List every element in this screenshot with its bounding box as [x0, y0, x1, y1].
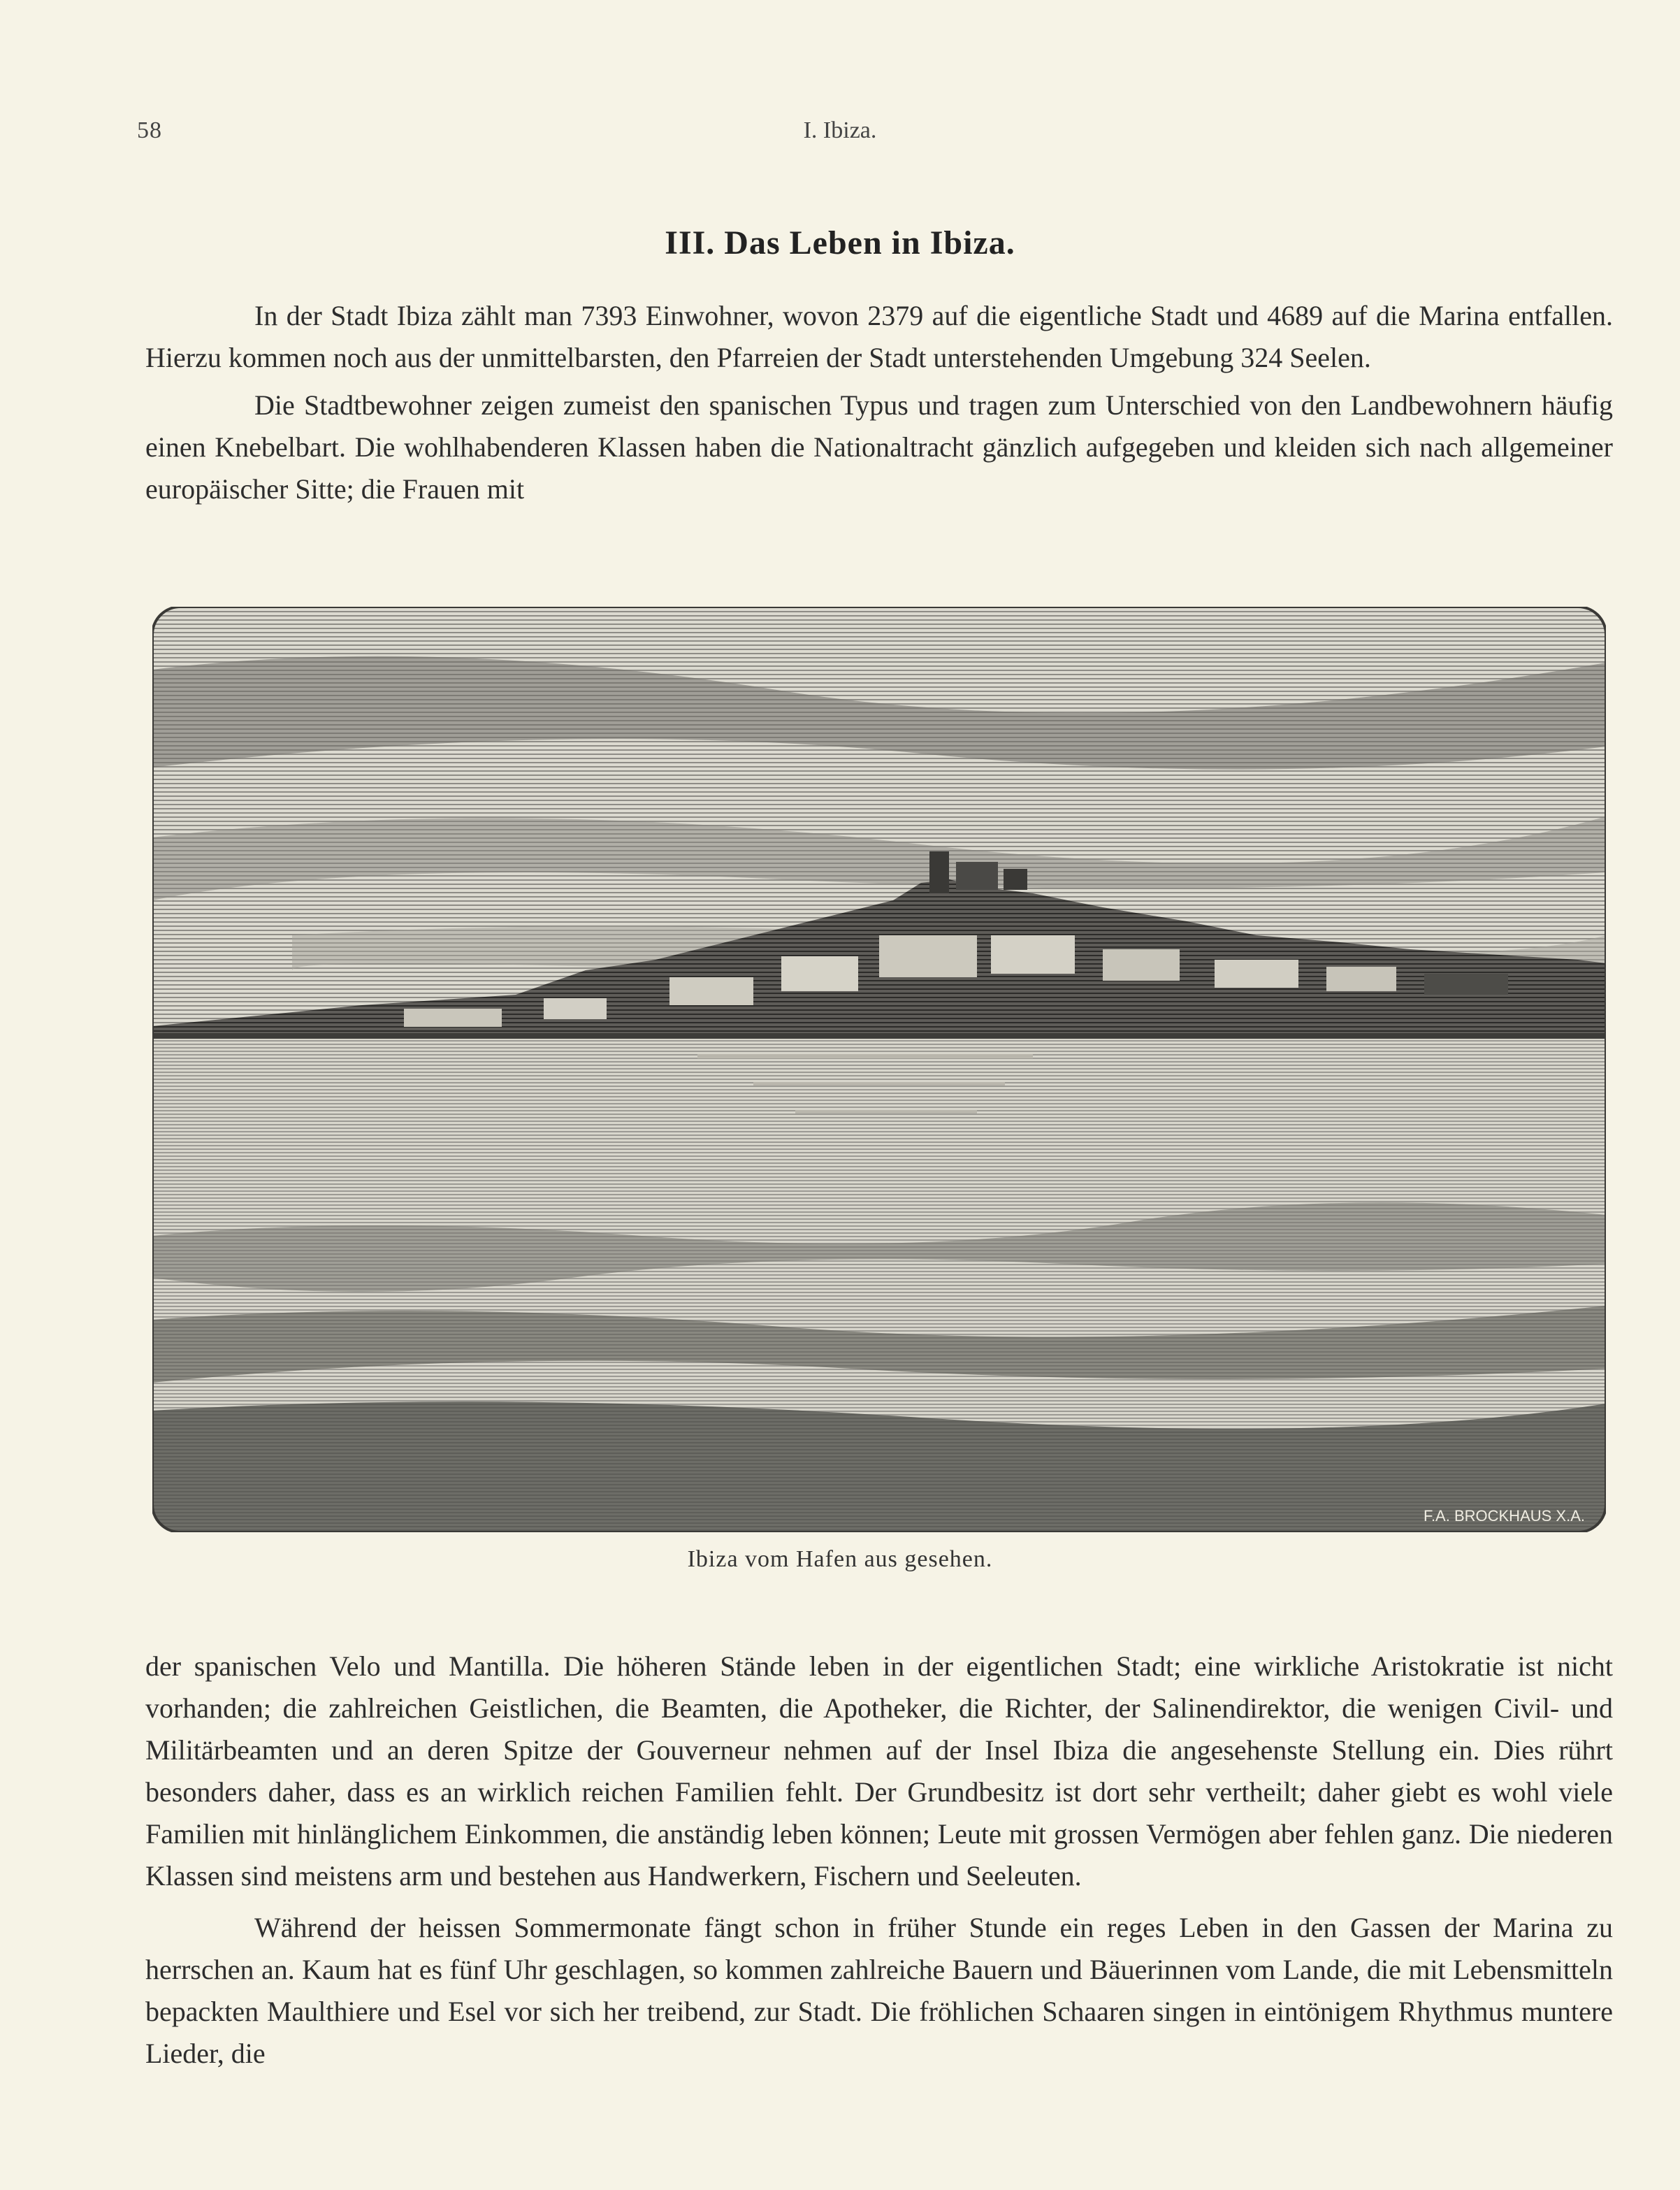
- chapter-title: III. Das Leben in Ibiza.: [665, 224, 1015, 261]
- text-block-top: [145, 295, 1613, 510]
- engraving-illustration: [152, 607, 1606, 1532]
- paragraph: In der Stadt Ibiza zählt man 7393 Einwohner, wovon 2379 auf die eigentliche Stadt und 4689 auf die Marina entfallen. Hierzu kommen noch aus der unmittelbarsten, den Pfarreien der Stadt unterstehenden Umgebung 324 Seelen.: [145, 300, 1613, 373]
- text-block-bottom: [145, 1645, 1613, 2075]
- paragraph: Die Stadtbewohner zeigen zumeist den spanischen Typus und tragen zum Unterschied von den Landbewohnern häufig einen Knebelbart. Die wohlhabenderen Klassen haben die Nationaltracht gänzlich aufgegeben und kleiden sich nach allgemeiner europäischer Sitte; die Frauen mit: [145, 389, 1613, 505]
- page-number: 58: [137, 117, 162, 143]
- engraver-signature: F.A. BROCKHAUS X.A.: [1423, 1507, 1585, 1525]
- paragraph: der spanischen Velo und Mantilla. Die höheren Stände leben in der eigentlichen Stadt; eine wirkliche Aristokratie ist nicht vorhanden; die zahlreichen Geistlichen, die Beamten, die Apotheker, die Richter, der Salinendirektor, die wenigen Civil- und Militärbeamten und an deren Spitze der Gouverneur nehmen auf der Insel Ibiza die angesehenste Stellung ein. Dies rührt besonders daher, dass es an wirklich reichen Familien fehlt. Der Grundbesitz ist dort sehr vertheilt; daher giebt es wohl viele Familien mit hinlänglichem Einkommen, die anständig leben können; Leute mit grossen Vermögen aber fehlen ganz. Die niederen Klassen sind meistens arm und bestehen aus Handwerkern, Fischern und Seeleuten.: [145, 1650, 1613, 1892]
- running-head: I. Ibiza.: [803, 117, 877, 143]
- figure-caption: Ibiza vom Hafen aus gesehen.: [687, 1546, 993, 1572]
- paragraph: Während der heissen Sommermonate fängt schon in früher Stunde ein reges Leben in den Gassen der Marina zu herrschen an. Kaum hat es fünf Uhr geschlagen, so kommen zahlreiche Bauern und Bäuerinnen vom Lande, die mit Lebensmitteln bepackten Maulthiere und Esel vor sich her treibend, zur Stadt. Die fröhlichen Schaaren singen in eintönigem Rhythmus muntere Lieder, die: [145, 1912, 1613, 2069]
